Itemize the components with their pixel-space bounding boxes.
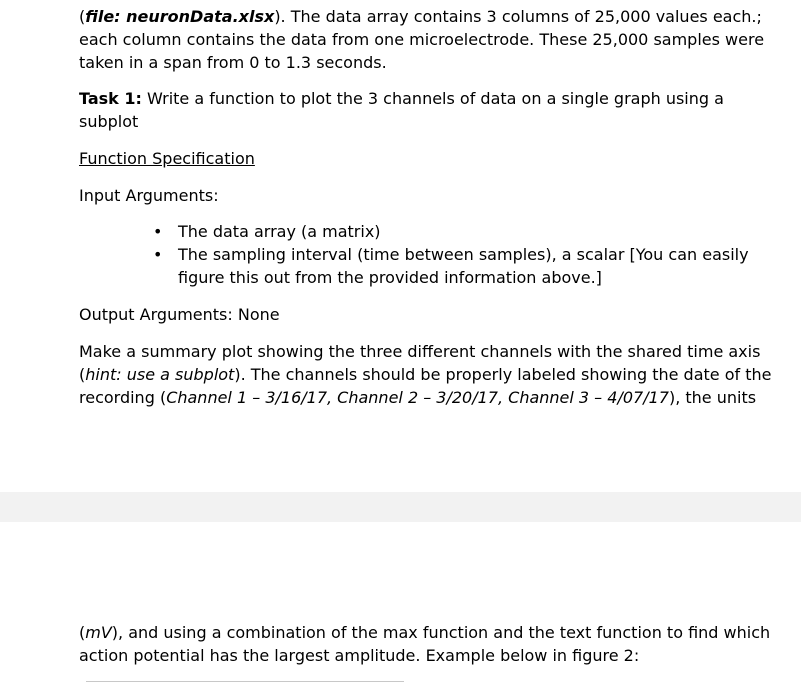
intro-line-1: (file: neuronData.xlsx). The data array contains 3 columns of 25,000 values each.; [79,7,762,26]
summary-line-2: (hint: use a subplot). The channels should be properly labeled showing the date of the [79,365,772,384]
page-break [0,492,801,522]
bullet-icon: • [153,222,163,241]
continuation-line-2: action potential has the largest amplitude. Example below in figure 2: [79,646,640,665]
output-args-label: Output Arguments: None [79,305,280,324]
summary-line-3: recording (Channel 1 – 3/16/17, Channel 2 – 3/20/17, Channel 3 – 4/07/17), the units [79,388,757,407]
hint-text: hint: use a subplot [85,365,235,384]
intro-line-2: each column contains the data from one microelectrode. These 25,000 samples were [79,30,765,49]
bullet-icon: • [153,245,163,264]
intro-line-3: taken in a span from 0 to 1.3 seconds. [79,53,387,72]
task1-line-1: Task 1: Write a function to plot the 3 channels of data on a single graph using a [79,89,724,108]
function-spec-heading: Function Specification [79,149,255,168]
input-args-label: Input Arguments: [79,186,219,205]
list-item: • The data array (a matrix) [153,222,381,241]
task1-label: Task 1: [79,89,142,108]
list-item: • The sampling interval (time between samples), a scalar [You can easily figure this out from the provided information above.] [153,245,749,287]
unit-text: mV [85,623,112,642]
summary-line-1: Make a summary plot showing the three different channels with the shared time axis [79,342,761,361]
file-name: file: neuronData.xlsx [85,7,275,26]
continuation-line-1: (mV), and using a combination of the max function and the text function to find which [79,623,771,642]
task1-line-2: subplot [79,112,139,131]
channel-labels: Channel 1 – 3/16/17, Channel 2 – 3/20/17, Channel 3 – 4/07/17 [166,388,669,407]
